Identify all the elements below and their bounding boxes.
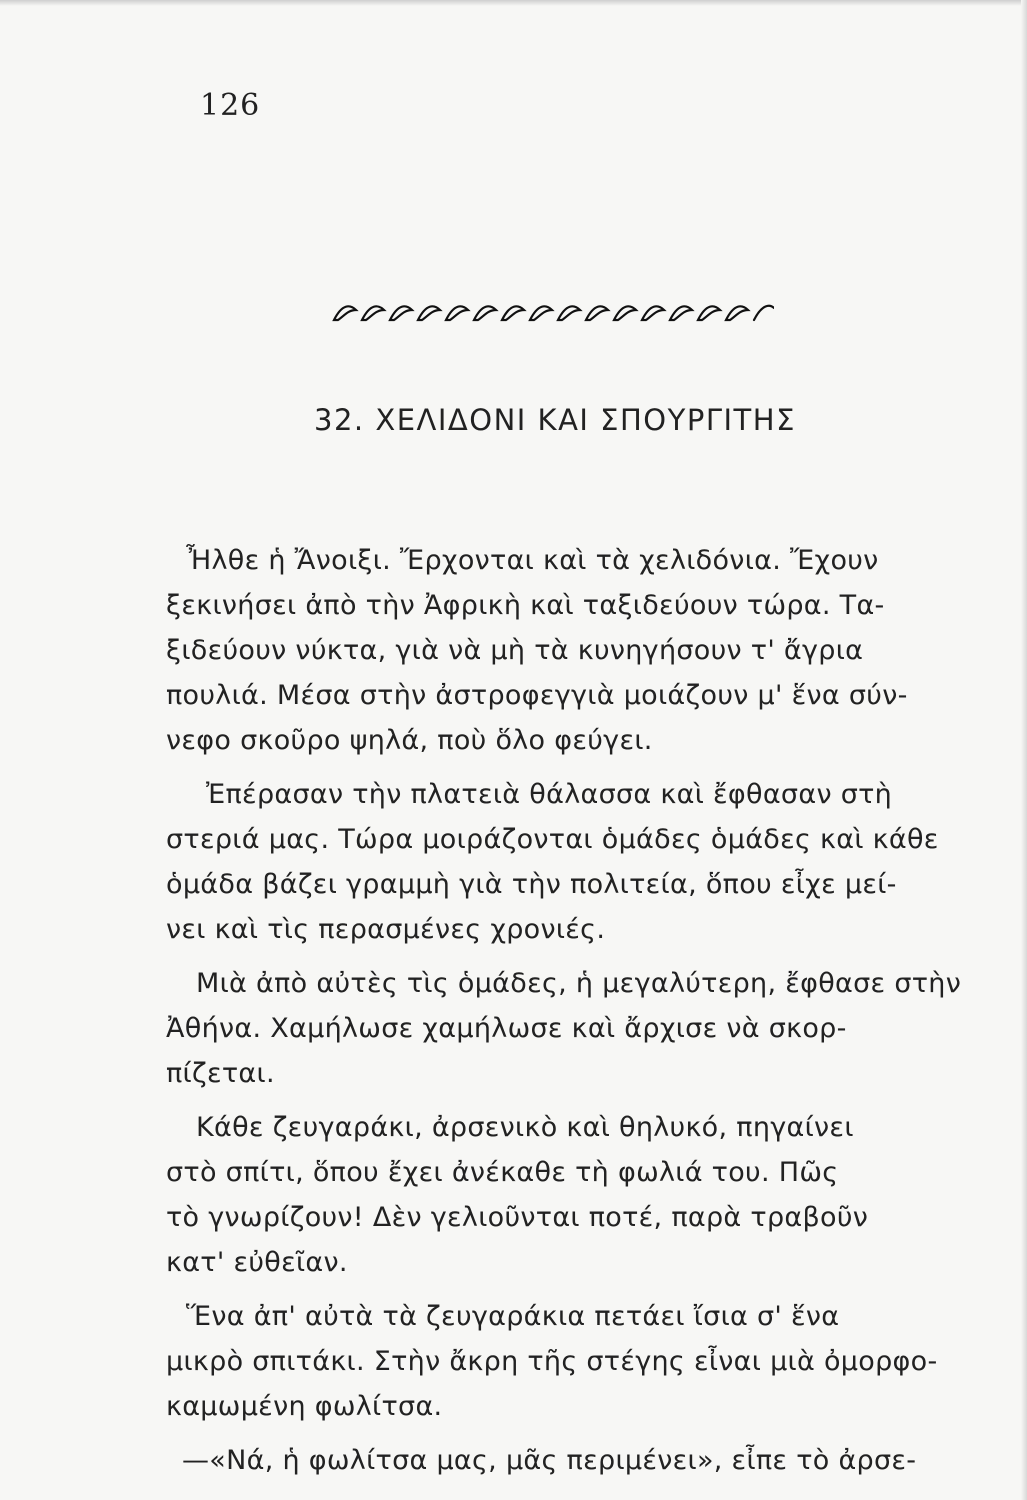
paragraph-gap <box>166 1096 966 1105</box>
paragraph-2 <box>166 772 966 952</box>
paragraph-1-line-1: Ἦλθε ἡ Ἄνοιξι. Ἔρχονται καὶ τὰ χελιδόνια. Ἔχουν <box>186 545 879 576</box>
paragraph-1-line-5: νεφο σκοῦρο ψηλά, ποὺ ὅλο φεύγει. <box>166 725 653 756</box>
paragraph-5-line-3: καμωμένη φωλίτσα. <box>166 1391 443 1422</box>
paragraph-6-line-1: —«Νά, ἡ φωλίτσα μας, μᾶς περιμένει», εἶπε τὸ ἀρσε- <box>182 1445 917 1476</box>
paragraph-2-line-2: στεριά μας. Τώρα μοιράζονται ὁμάδες ὁμάδες καὶ κάθε <box>166 824 939 855</box>
decorative-ornament <box>326 298 774 326</box>
paragraph-2-line-3: ὁμάδα βάζει γραμμὴ γιὰ τὴν πολιτεία, ὅπου εἶχε μεί- <box>166 869 897 900</box>
page-top-edge <box>0 0 1027 6</box>
paragraph-4 <box>166 1105 966 1285</box>
paragraph-5-line-1: Ἕνα ἀπ' αὐτὰ τὰ ζευγαράκια πετάει ἴσια σ' ἕνα <box>186 1301 840 1332</box>
paragraph-6 <box>166 1438 966 1483</box>
chapter-title: 32. ΧΕΛΙΔΟΝΙ ΚΑΙ ΣΠΟΥΡΓΙΤΗΣ <box>314 403 796 437</box>
paragraph-1 <box>166 538 966 763</box>
paragraph-2-line-4: νει καὶ τὶς περασμένες χρονιές. <box>166 914 606 945</box>
paragraph-4-line-1: Κάθε ζευγαράκι, ἀρσενικὸ καὶ θηλυκό, πηγαίνει <box>196 1112 854 1143</box>
paragraph-gap <box>166 952 966 961</box>
page-number: 126 <box>200 88 261 123</box>
paragraph-1-line-4: πουλιά. Μέσα στὴν ἀστροφεγγιὰ μοιάζουν μ' ἕνα σύν- <box>166 680 908 711</box>
paragraph-1-line-3: ξιδεύουν νύκτα, γιὰ νὰ μὴ τὰ κυνηγήσουν τ' ἄγρια <box>166 635 864 666</box>
paragraph-5 <box>166 1294 966 1429</box>
paragraph-1-line-2: ξεκινήσει ἀπὸ τὴν Ἀφρικὴ καὶ ταξιδεύουν τώρα. Τα- <box>166 590 885 621</box>
paragraph-gap <box>166 763 966 772</box>
paragraph-gap <box>166 1285 966 1294</box>
paragraph-2-line-1: Ἐπέρασαν τὴν πλατειὰ θάλασσα καὶ ἔφθασαν στὴ <box>206 779 893 810</box>
paragraph-3-line-1: Μιὰ ἀπὸ αὐτὲς τὶς ὁμάδες, ἡ μεγαλύτερη, ἔφθασε στὴν <box>196 968 962 999</box>
paragraph-4-line-3: τὸ γνωρίζουν! Δὲν γελιοῦνται ποτέ, παρὰ τραβοῦν <box>166 1202 869 1233</box>
paragraph-3-line-3: πίζεται. <box>166 1058 275 1089</box>
paragraph-3 <box>166 961 966 1096</box>
paragraph-4-line-2: στὸ σπίτι, ὅπου ἔχει ἀνέκαθε τὴ φωλιά του. Πῶς <box>166 1157 839 1188</box>
page-right-edge <box>1021 0 1027 1500</box>
paragraph-3-line-2: Ἀθήνα. Χαμήλωσε χαμήλωσε καὶ ἄρχισε νὰ σκορ- <box>166 1013 847 1044</box>
paragraph-4-line-4: κατ' εὐθεῖαν. <box>166 1247 348 1278</box>
paragraph-gap <box>166 1429 966 1438</box>
story-text <box>166 538 966 1483</box>
paragraph-5-line-2: μικρὸ σπιτάκι. Στὴν ἄκρη τῆς στέγης εἶναι μιὰ ὀμορφο- <box>166 1346 938 1377</box>
